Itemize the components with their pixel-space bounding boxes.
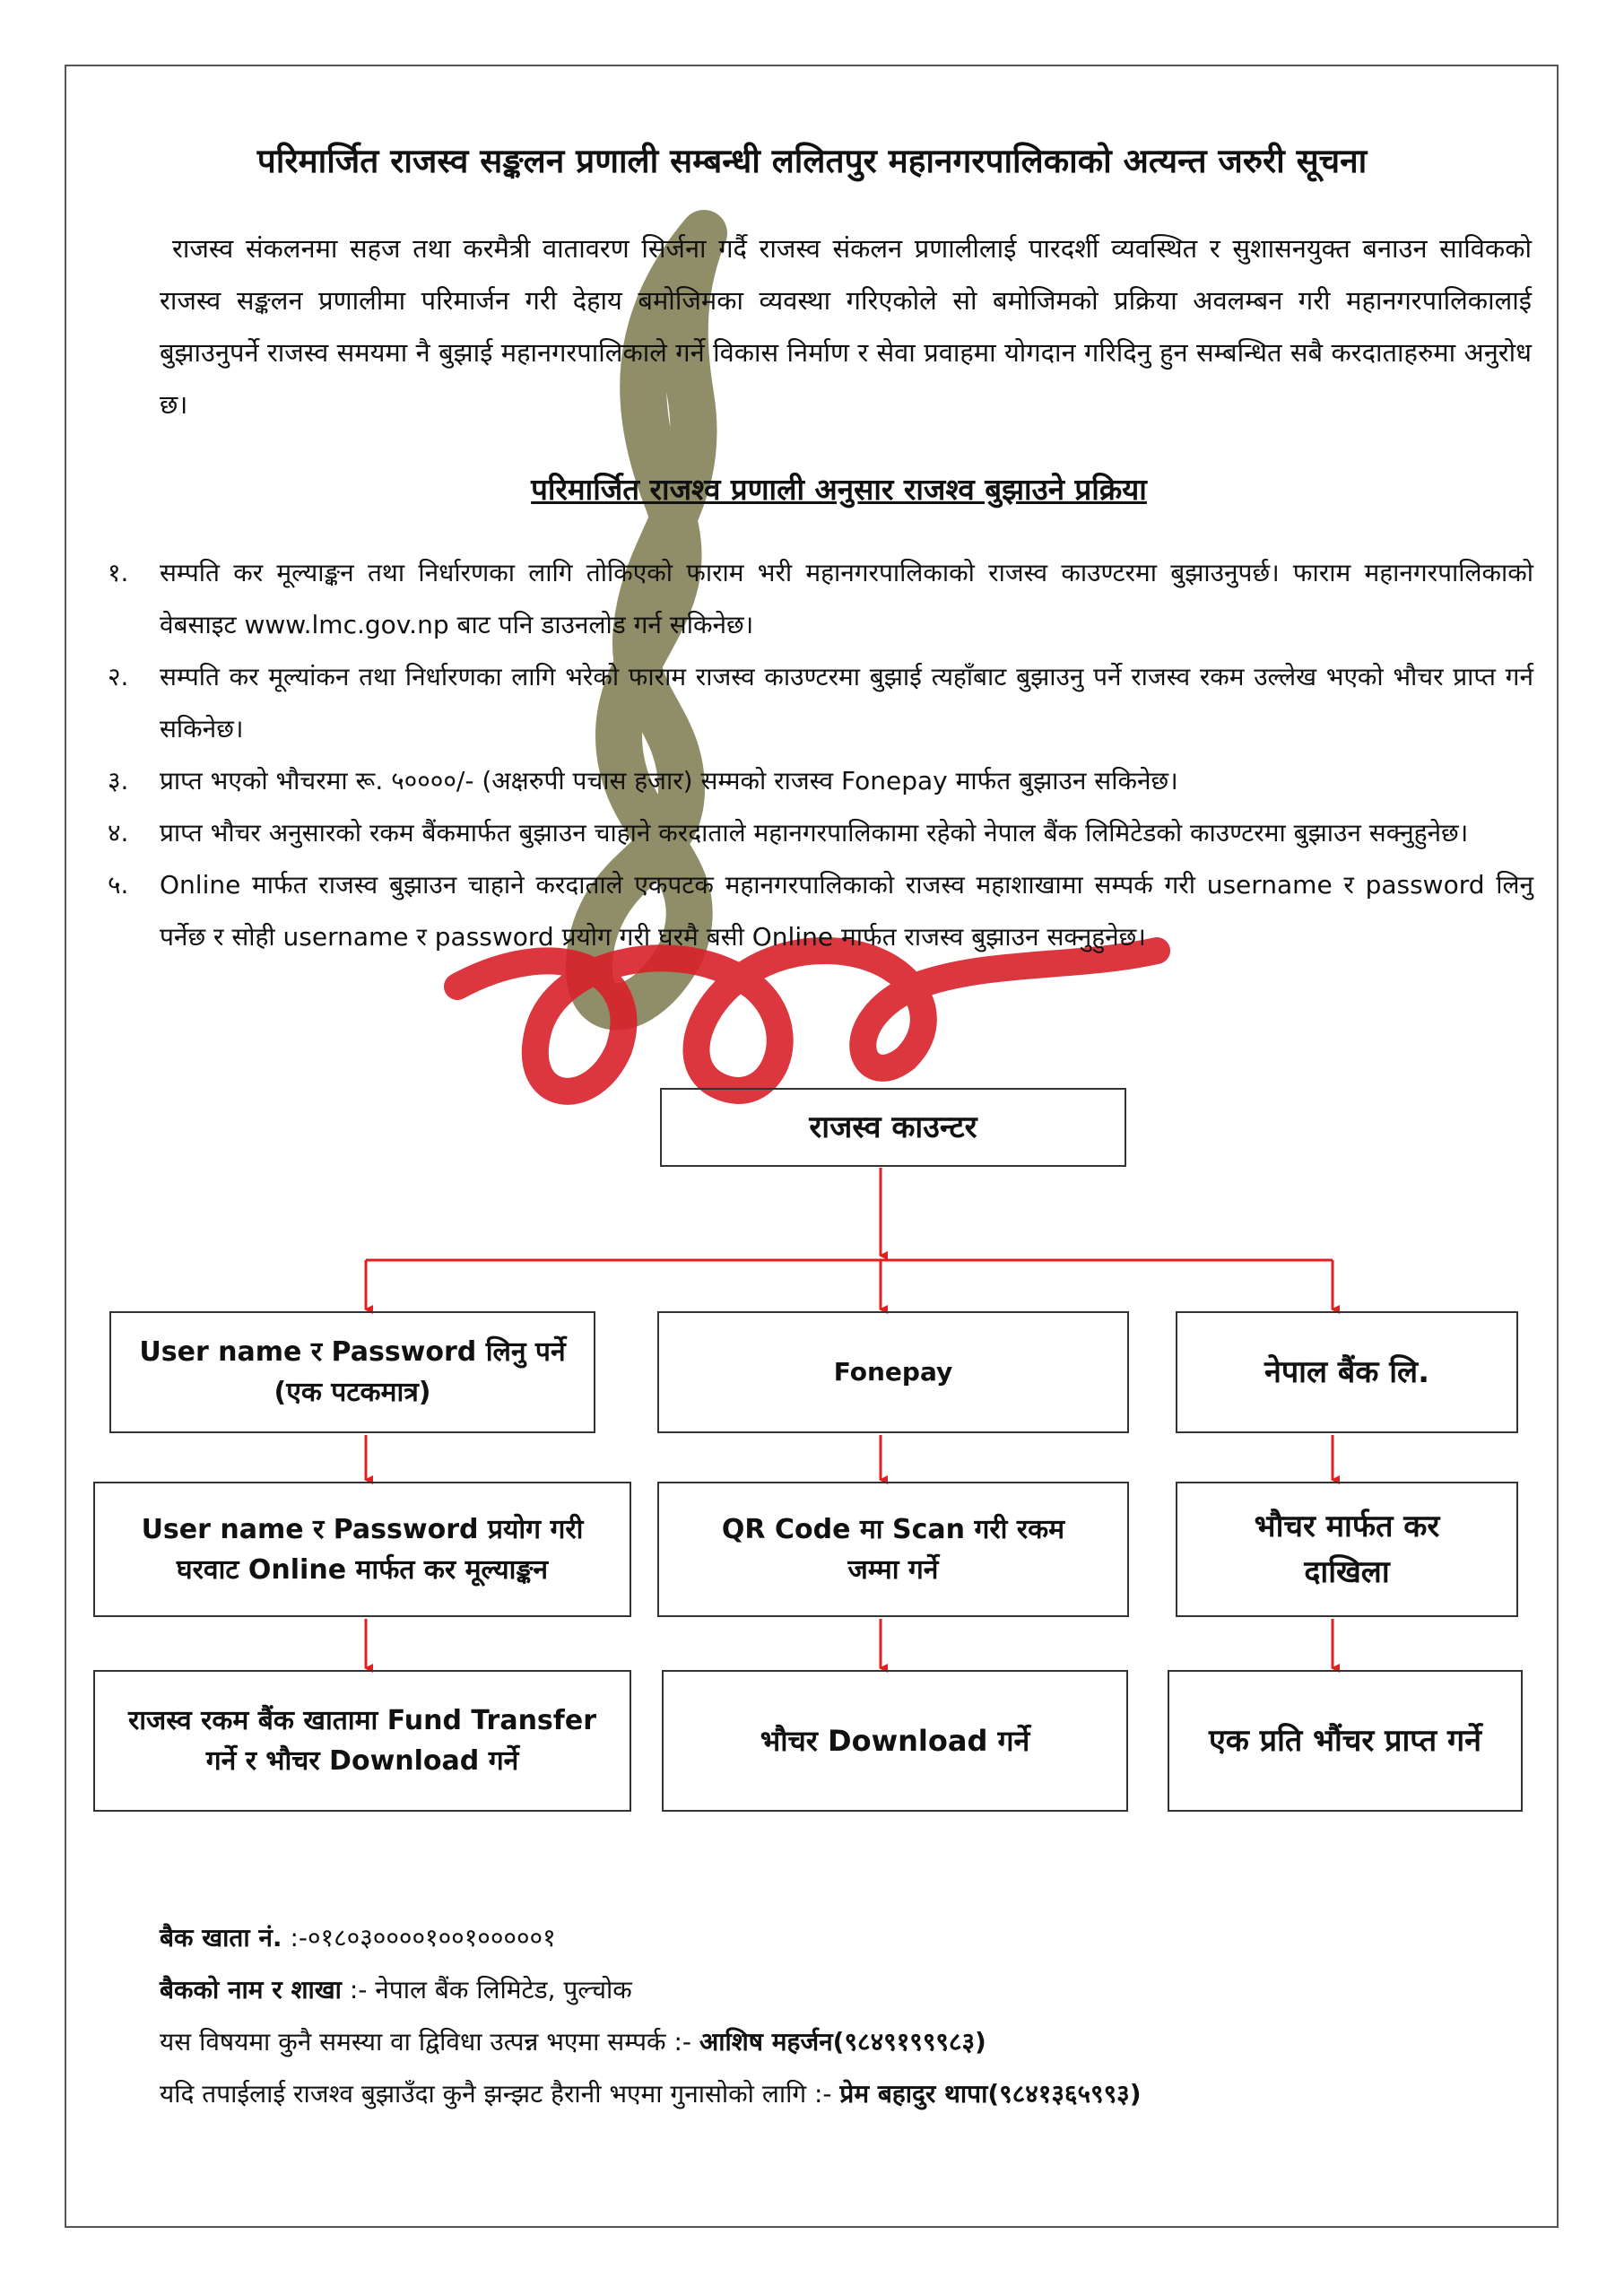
flow-revenue-counter: राजस्व काउन्टर — [660, 1088, 1126, 1167]
flow-online-step1: User name र Password लिनु पर्ने (एक पटकमात्र) — [109, 1311, 595, 1433]
account-value: :-०१८०३००००१००१०००००१ — [282, 1923, 556, 1952]
step-text: प्राप्त भौचर अनुसारको रकम बैंकमार्फत बुझाउन चाहाने करदाताले महानगरपालिकामा रहेको नेपाल बैंक लिमिटेडको काउण्टरमा बुझाउन सक्नुहुनेछ। — [160, 818, 1469, 848]
footer-info — [160, 1912, 1142, 2120]
contact-text: यस विषयमा कुनै समस्या वा द्विविधा उत्पन्न भएमा सम्पर्क :- — [160, 2027, 699, 2057]
grievance-line — [160, 2068, 1142, 2120]
flow-bank-step3: एक प्रति भौंचर प्राप्त गर्ने — [1168, 1670, 1523, 1812]
step-number: ३. — [108, 766, 129, 796]
flow-fonepay-step2: QR Code मा Scan गरी रकम जम्मा गर्ने — [657, 1482, 1129, 1617]
notice-title: परिमार्जित राजस्व सङ्कलन प्रणाली सम्बन्धी ललितपुर महानगरपालिकाको अत्यन्त जरुरी सूचना — [256, 142, 1368, 180]
step-number: २. — [108, 662, 129, 691]
process-subtitle: परिमार्जित राजश्व प्रणाली अनुसार राजश्व बुझाउने प्रक्रिया — [531, 472, 1147, 507]
step-number: ४. — [108, 818, 129, 848]
grievance-text: यदि तपाईलाई राजश्व बुझाउँदा कुनै झन्झट हैरानी भएमा गुनासोको लागि :- — [160, 2079, 840, 2109]
bank-name-line — [160, 1964, 1142, 2016]
contact-name: आशिष महर्जन(९८४९१९९९८३) — [699, 2027, 986, 2057]
step-number: १. — [108, 558, 129, 587]
contact-line — [160, 2016, 1142, 2068]
account-label: बैक खाता नं. — [160, 1923, 282, 1952]
step-text: सम्पति कर मूल्याङ्कन तथा निर्धारणका लागि तोकिएको फाराम भरी महानगरपालिकाको राजस्व काउण्टरमा बुझाउनुपर्छ। फाराम महानगरपालिकाको वेबसाइट www.lmc.gov.np बाट पनि डाउनलोड गर्न सकिनेछ। — [160, 558, 1533, 639]
bank-account-line — [160, 1912, 1142, 1964]
flow-fonepay-step3: भौचर Download गर्ने — [662, 1670, 1128, 1812]
flow-online-step2: User name र Password प्रयोग गरी घरवाट Online मार्फत कर मूल्याङ्कन — [93, 1482, 631, 1617]
step-number: ५. — [108, 870, 129, 900]
flow-fonepay-step1: Fonepay — [657, 1311, 1129, 1433]
step-text: सम्पति कर मूल्यांकन तथा निर्धारणका लागि भरेको फाराम राजस्व काउण्टरमा बुझाई त्यहाँबाट बुझाउनु पर्ने राजस्व रकम उल्लेख भएको भौचर प्राप्त गर्न सकिनेछ। — [160, 662, 1533, 744]
step-text: प्राप्त भएको भौचरमा रू. ५००००/- (अक्षरुपी पचास हजार) सम्मको राजस्व Fonepay मार्फत बुझाउन सकिनेछ। — [160, 766, 1178, 796]
flow-bank-step1: नेपाल बैंक लि. — [1176, 1311, 1518, 1433]
bank-label: बैकको नाम र शाखा — [160, 1975, 342, 2005]
intro-text: राजस्व संकलनमा सहज तथा करमैत्री वातावरण सिर्जना गर्दै राजस्व संकलन प्रणालीलाई पारदर्शी व्यवस्थित र सुशासनयुक्त बनाउन साविकको राजस्व सङ्कलन प्रणालीमा परिमार्जन गरी देहाय बमोजिमका व्यवस्था गरिएकोले सो बमोजिमको प्रक्रिया अवलम्बन गरी महानगरपालिकालाई बुझाउनुपर्ने राजस्व समयमा नै बुझाई महानगरपालिकाले गर्ने विकास निर्माण र सेवा प्रवाहमा योगदान गरिदिनु हुन सम्बन्धित सबै करदाताहरुमा अनुरोध छ। — [160, 233, 1532, 420]
grievance-name: प्रेम बहादुर थापा(९८४१३६५९९३) — [839, 2079, 1142, 2109]
step-text: Online मार्फत राजस्व बुझाउन चाहाने करदाताले एकपटक महानगरपालिकाको राजस्व महाशाखामा सम्पर्क गरी username र password लिनु पर्नेछ र सोही username र password प्रयोग गरी घरमै बसी Online मार्फत राजस्व बुझाउन सक्नुहुनेछ। — [160, 870, 1533, 952]
bank-value: :- नेपाल बैंक लिमिटेड, पुल्चोक — [341, 1975, 632, 2005]
flow-online-step3: राजस्व रकम बैंक खातामा Fund Transfer गर्ने र भौचर Download गर्ने — [93, 1670, 631, 1812]
flow-bank-step2: भौचर मार्फत कर दाखिला — [1176, 1482, 1518, 1617]
